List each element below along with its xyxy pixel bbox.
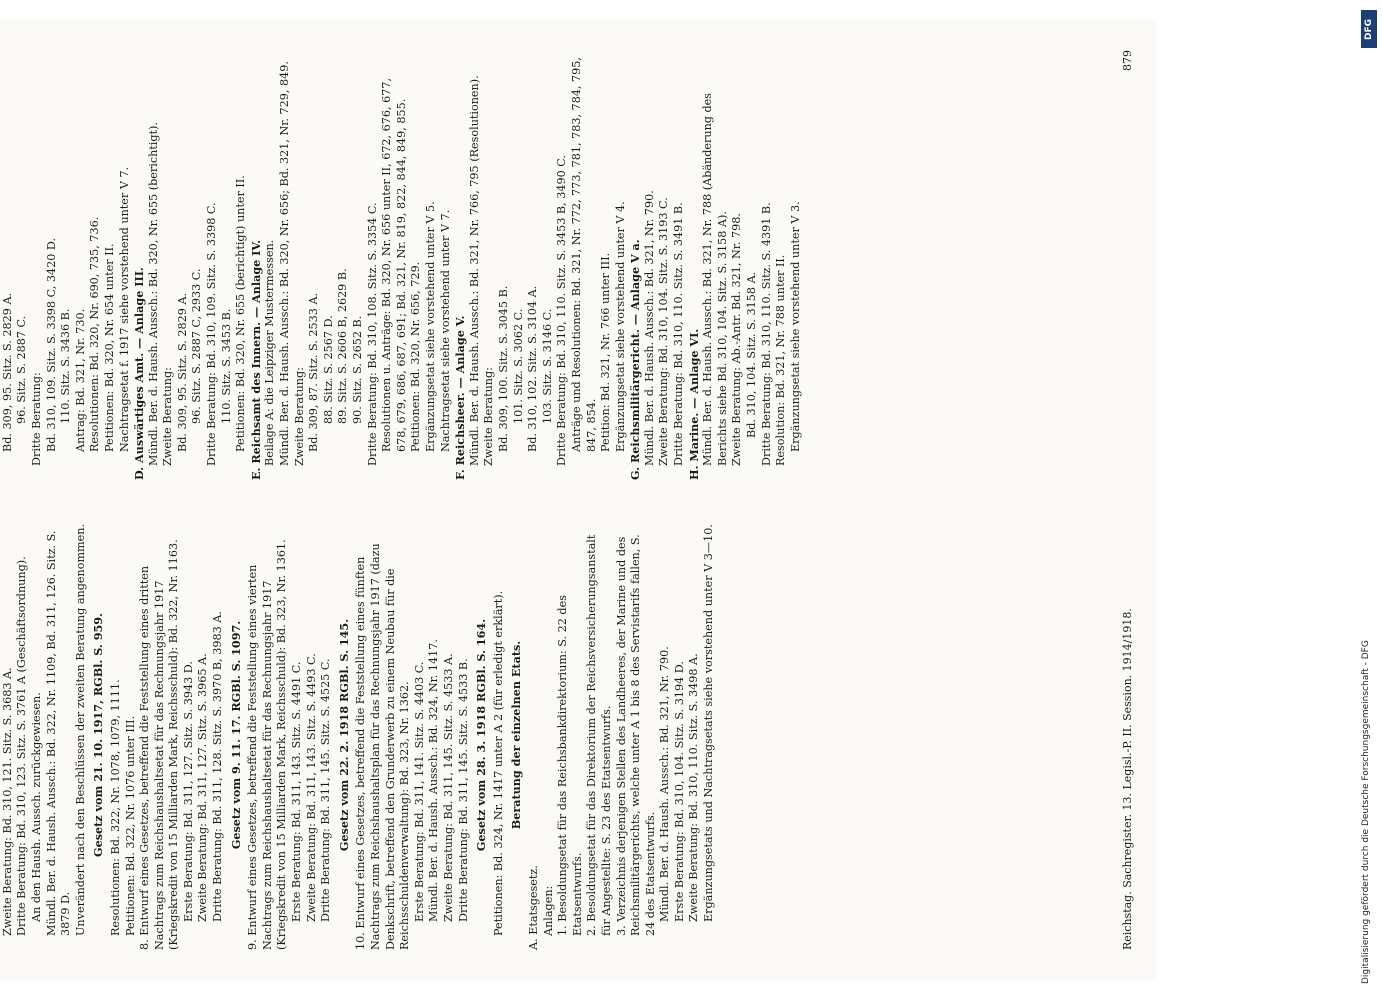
entry: Zweite Beratung: Bd. 311, 143. Sitz. S. 4493 C. — [304, 653, 318, 922]
law-date: Gesetz vom 22. 2. 1918 RGBl. S. 145. — [336, 618, 351, 852]
entry: F. Reichsheer. — Anlage V. — [453, 315, 468, 480]
section-heading: Beratung der einzelnen Etats. — [509, 640, 524, 830]
entry: G. Reichsmilitärgericht. — Anlage V a. — [628, 239, 643, 480]
entry: 8. Entwurf eines Gesetzes, betreffend die Feststellung eines dritten Nachtrags zum Reichshaushaltsetat für das Rechnungsjahr 1917 (Kriegskredit von 15 Milliarden Mark, Reichsschuld): Bd. 322, Nr. 1163. — [138, 539, 181, 950]
entry: Petitionen: Bd. 320, Nr. 655 (berichtigt) unter II. — [234, 175, 248, 452]
entry: Bd. 310, 102. Sitz. S. 3104 A. — [526, 285, 540, 452]
entry: Erste Beratung: Bd. 311, 141. Sitz. S. 4403 C. — [412, 661, 426, 922]
entry: Mündl. Ber. d. Haush. Aussch.: Bd. 322, Nr. 1109, Bd. 311, 126. Sitz. S. 3879 D. — [44, 530, 73, 936]
entry: Dritte Beratung: Bd. 310, 108. Sitz. S. 3354 C. — [365, 202, 379, 466]
entry: Petitionen: Bd. 324, Nr. 1417 unter A 2 (für erledigt erklärt). — [491, 590, 505, 936]
entry: 110. Sitz. S. 3436 B. — [59, 308, 73, 424]
entry: 110. Sitz. S. 3453 B. — [219, 308, 233, 424]
entry: Zweite Beratung: — [482, 367, 496, 466]
entry: 96. Sitz. S. 2887 C, 2933 C. — [190, 268, 204, 424]
entry: Ergänzungsetats und Nachtragsetats siehe vorstehend unter V 3—10. — [702, 524, 716, 922]
entry: Ergänzungsetat siehe vorstehend unter V 5. — [423, 201, 437, 452]
entry: A. Etatsgesetz. — [526, 865, 540, 950]
dfg-credit: Digitalisierung gefördert durch die Deutsche Forschungsgemeinschaft - DFG — [1361, 640, 1371, 984]
entry: Mündl. Ber. d. Haush. Aussch.: Bd. 320, Nr. 655 (berichtigt). — [146, 122, 160, 466]
entry: Dritte Beratung: Bd. 310, 110. Sitz. S. 3453 B, 3490 C. — [555, 155, 569, 466]
entry: 10. Entwurf eines Gesetzes, betreffend die Feststellung eines fünften Nachtrags zum Reichshaushaltsplan für das Rechnungsjahr 1917 (dazu Denkschrift, betreffend den Grunderwerb zu einem Neubau für die Reichsschuldenverwaltung): Bd. 323, Nr. 1362. — [354, 543, 412, 950]
entry: Bd. 310, 109. Sitz. S. 3398 C, 3420 D. — [44, 237, 58, 452]
entry: Bd. 309, 95. Sitz. S. 2829 A. — [175, 292, 189, 452]
entry: Bd. 309, 100. Sitz. S. 3045 B. — [496, 285, 510, 452]
entry: Ergänzungsetat siehe vorstehend unter V 3. — [788, 201, 802, 452]
entry: 9. Entwurf eines Gesetzes, betreffend die Feststellung eines vierten Nachtrags zum Reichshaushaltsetat für das Rechnungsjahr 1917 (Kriegskredit von 15 Milliarden Mark, Reichsschuld): Bd. 323, Nr. 1361. — [246, 539, 289, 950]
entry: Bd. 310, 104. Sitz. S. 3158 A. — [745, 271, 759, 438]
rotated-scan — [0, 20, 1156, 980]
entry: H. Marine. — Anlage VI. — [686, 328, 701, 480]
entry: Dritte Beratung: Bd. 310, 123. Sitz. S. 3761 A (Geschäftsordnung). — [15, 556, 29, 936]
entry: Dritte Beratung: Bd. 310, 110. Sitz. S. 4391 B. — [759, 202, 773, 466]
entry: Erste Beratung: Bd. 310, 104. Sitz. S. 3194 D. — [672, 661, 686, 922]
right-column — [0, 50, 803, 480]
entry: D. Auswärtiges Amt. — Anlage III. — [132, 267, 147, 480]
entry: Dritte Beratung: Bd. 311, 128. Sitz. S. 3970 B, 3983 A. — [211, 611, 225, 922]
entry: Unverändert nach den Beschlüssen der zweiten Beratung angenommen. — [73, 523, 87, 936]
entry: Erste Beratung: Bd. 311, 143. Sitz. S. 4491 C. — [290, 661, 304, 922]
footer-citation: Reichstag. Sachregister. 13. Legisl.-P. II. Session. 1914/1918. — [1121, 608, 1134, 950]
entry: Zweite Beratung: Bd. 310, 110. Sitz. S. 3498 A. — [687, 653, 701, 922]
entry: 88. Sitz. S. 2567 D. — [321, 315, 335, 424]
entry: Nachtragsetat f. 1917 siehe vorstehend unter V 7. — [117, 166, 131, 452]
entry: Zweite Beratung: — [292, 367, 306, 466]
entry: Mündl. Ber. d. Haush. Aussch.: Bd. 321, Nr. 790. — [642, 190, 656, 466]
law-date: Gesetz vom 9. 11. 17. RGBl. S. 1097. — [228, 620, 243, 850]
entry: Resolutionen: Bd. 320, Nr. 690, 735, 736. — [88, 216, 102, 452]
entry: Petition: Bd. 321, Nr. 766 unter III. — [599, 252, 613, 452]
entry: Mündl. Ber. d. Haush. Aussch.: Bd. 321, Nr. 788 (Abänderung des Berichts siehe Bd. 310, 104. Sitz. S. 3158 A). — [701, 92, 729, 466]
entry: Nachtragsetat siehe vorstehend unter V 7. — [438, 209, 452, 452]
entry: Dritte Beratung: Bd. 311, 145. Sitz. S. 4533 B. — [456, 658, 470, 922]
dfg-logo: DFG — [1361, 10, 1377, 48]
entry: Zweite Beratung: Bd. 311, 127. Sitz. S. 3965 A. — [196, 653, 210, 922]
entry: An den Haush. Aussch. zurückgewiesen. — [29, 692, 43, 922]
entry: Zweite Beratung: Ab.-Antr. Bd. 321, Nr. 798. — [730, 213, 744, 466]
entry: Resolution: Bd. 321, Nr. 788 unter II. — [774, 254, 788, 466]
entry: Mündl. Ber. d. Haush. Aussch.: Bd. 321, Nr. 766, 795 (Resolutionen). — [467, 75, 481, 466]
entry: Zweite Beratung: Bd. 310, 121. Sitz. S. 3683 A. — [0, 667, 14, 936]
entry: 103. Sitz. S. 3146 C. — [540, 308, 554, 424]
entry: Bd. 309, 95. Sitz. S. 2829 A. — [0, 292, 14, 452]
entry: Mündl. Ber. d. Haush. Aussch.: Bd. 320, Nr. 656; Bd. 321, Nr. 729, 849. — [278, 61, 292, 466]
entry: Petitionen: Bd. 320, Nr. 654 unter II. — [102, 243, 116, 452]
entry: 101. Sitz. S. 3062 C. — [511, 308, 525, 424]
law-date: Gesetz vom 21. 10. 1917, RGBl. S. 959. — [91, 613, 106, 857]
entry: 89. Sitz. S. 2606 B, 2629 B. — [336, 268, 350, 424]
entry: Dritte Beratung: Bd. 310, 110. Sitz. S. 3491 B. — [672, 202, 686, 466]
entry: Ergänzungsetat siehe vorstehend unter V 4. — [613, 201, 627, 452]
entry: Erste Beratung: Bd. 311, 127. Sitz. S. 3943 D. — [181, 661, 195, 922]
entry: 2. Besoldungsetat für das Direktorium der Reichsversicherungsanstalt für Angestellte: S. 23 des Etatsentwurfs. — [585, 534, 613, 936]
entry: Bd. 309, 87. Sitz. S. 2533 A. — [307, 292, 321, 452]
entry: Zweite Beratung: — [161, 367, 175, 466]
entry: Dritte Beratung: Bd. 311, 145. Sitz. S. 4525 C. — [319, 658, 333, 922]
entry: 90. Sitz. S. 2652 B. — [351, 315, 364, 424]
entry: Petitionen: Bd. 322, Nr. 1076 unter III. — [123, 715, 137, 936]
left-column — [0, 520, 717, 950]
entry: Anträge und Resolutionen: Bd. 321, Nr. 772, 773, 781, 783, 784, 795, 847, 854. — [569, 57, 598, 452]
entry: Dritte Beratung: — [29, 372, 43, 466]
entry: Mündl. Ber. d. Haush. Aussch.: Bd. 324, Nr. 1417. — [427, 639, 441, 922]
entry: 1. Besoldungsetat für das Reichsbankdirektorium: S. 22 des Etatsentwurfs. — [556, 595, 584, 936]
entry: Beilage A: die Leipziger Mustermessen. — [263, 239, 277, 466]
entry: 3. Verzeichnis derjenigen Stellen des Landheeres, der Marine und des Reichsmilitärgerichts, welche unter A 1 bis 8 des Servistarifs fallen, S. 24 des Etatsentwurfs. — [614, 534, 657, 936]
dfg-sidebar — [1359, 10, 1381, 990]
entry: Resolutionen u. Anträge: Bd. 320, Nr. 656 unter II, 672, 676, 677, 678, 679, 686, 687, 691; Bd. 321, Nr. 819, 822, 844, 849, 855. — [380, 77, 408, 452]
entry: Dritte Beratung: Bd. 310, 109. Sitz. S. 3398 C. — [205, 202, 219, 466]
entry: E. Reichsamt des Innern. — Anlage IV. — [248, 239, 263, 480]
entry: Zweite Beratung: Bd. 310, 104. Sitz. S. 3193 C. — [657, 197, 671, 466]
entry: 96. Sitz. S. 2887 C. — [15, 315, 29, 424]
law-date: Gesetz vom 28. 3. 1918 RGBl. S. 164. — [474, 618, 489, 852]
entry: Resolutionen: Bd. 322, Nr. 1078, 1079, 1111. — [108, 679, 122, 936]
entry: Zweite Beratung: Bd. 311, 145. Sitz. S. 4533 A. — [441, 653, 455, 922]
entry: Antrag: Bd. 321, Nr. 730. — [73, 308, 87, 452]
entry: Anlagen: — [541, 885, 555, 936]
entry: Petitionen: Bd. 320, Nr. 656, 729. — [409, 261, 423, 452]
footer-page-number: 879 — [1121, 50, 1134, 71]
entry: Mündl. Ber. d. Haush. Aussch.: Bd. 321, Nr. 790. — [658, 646, 672, 922]
